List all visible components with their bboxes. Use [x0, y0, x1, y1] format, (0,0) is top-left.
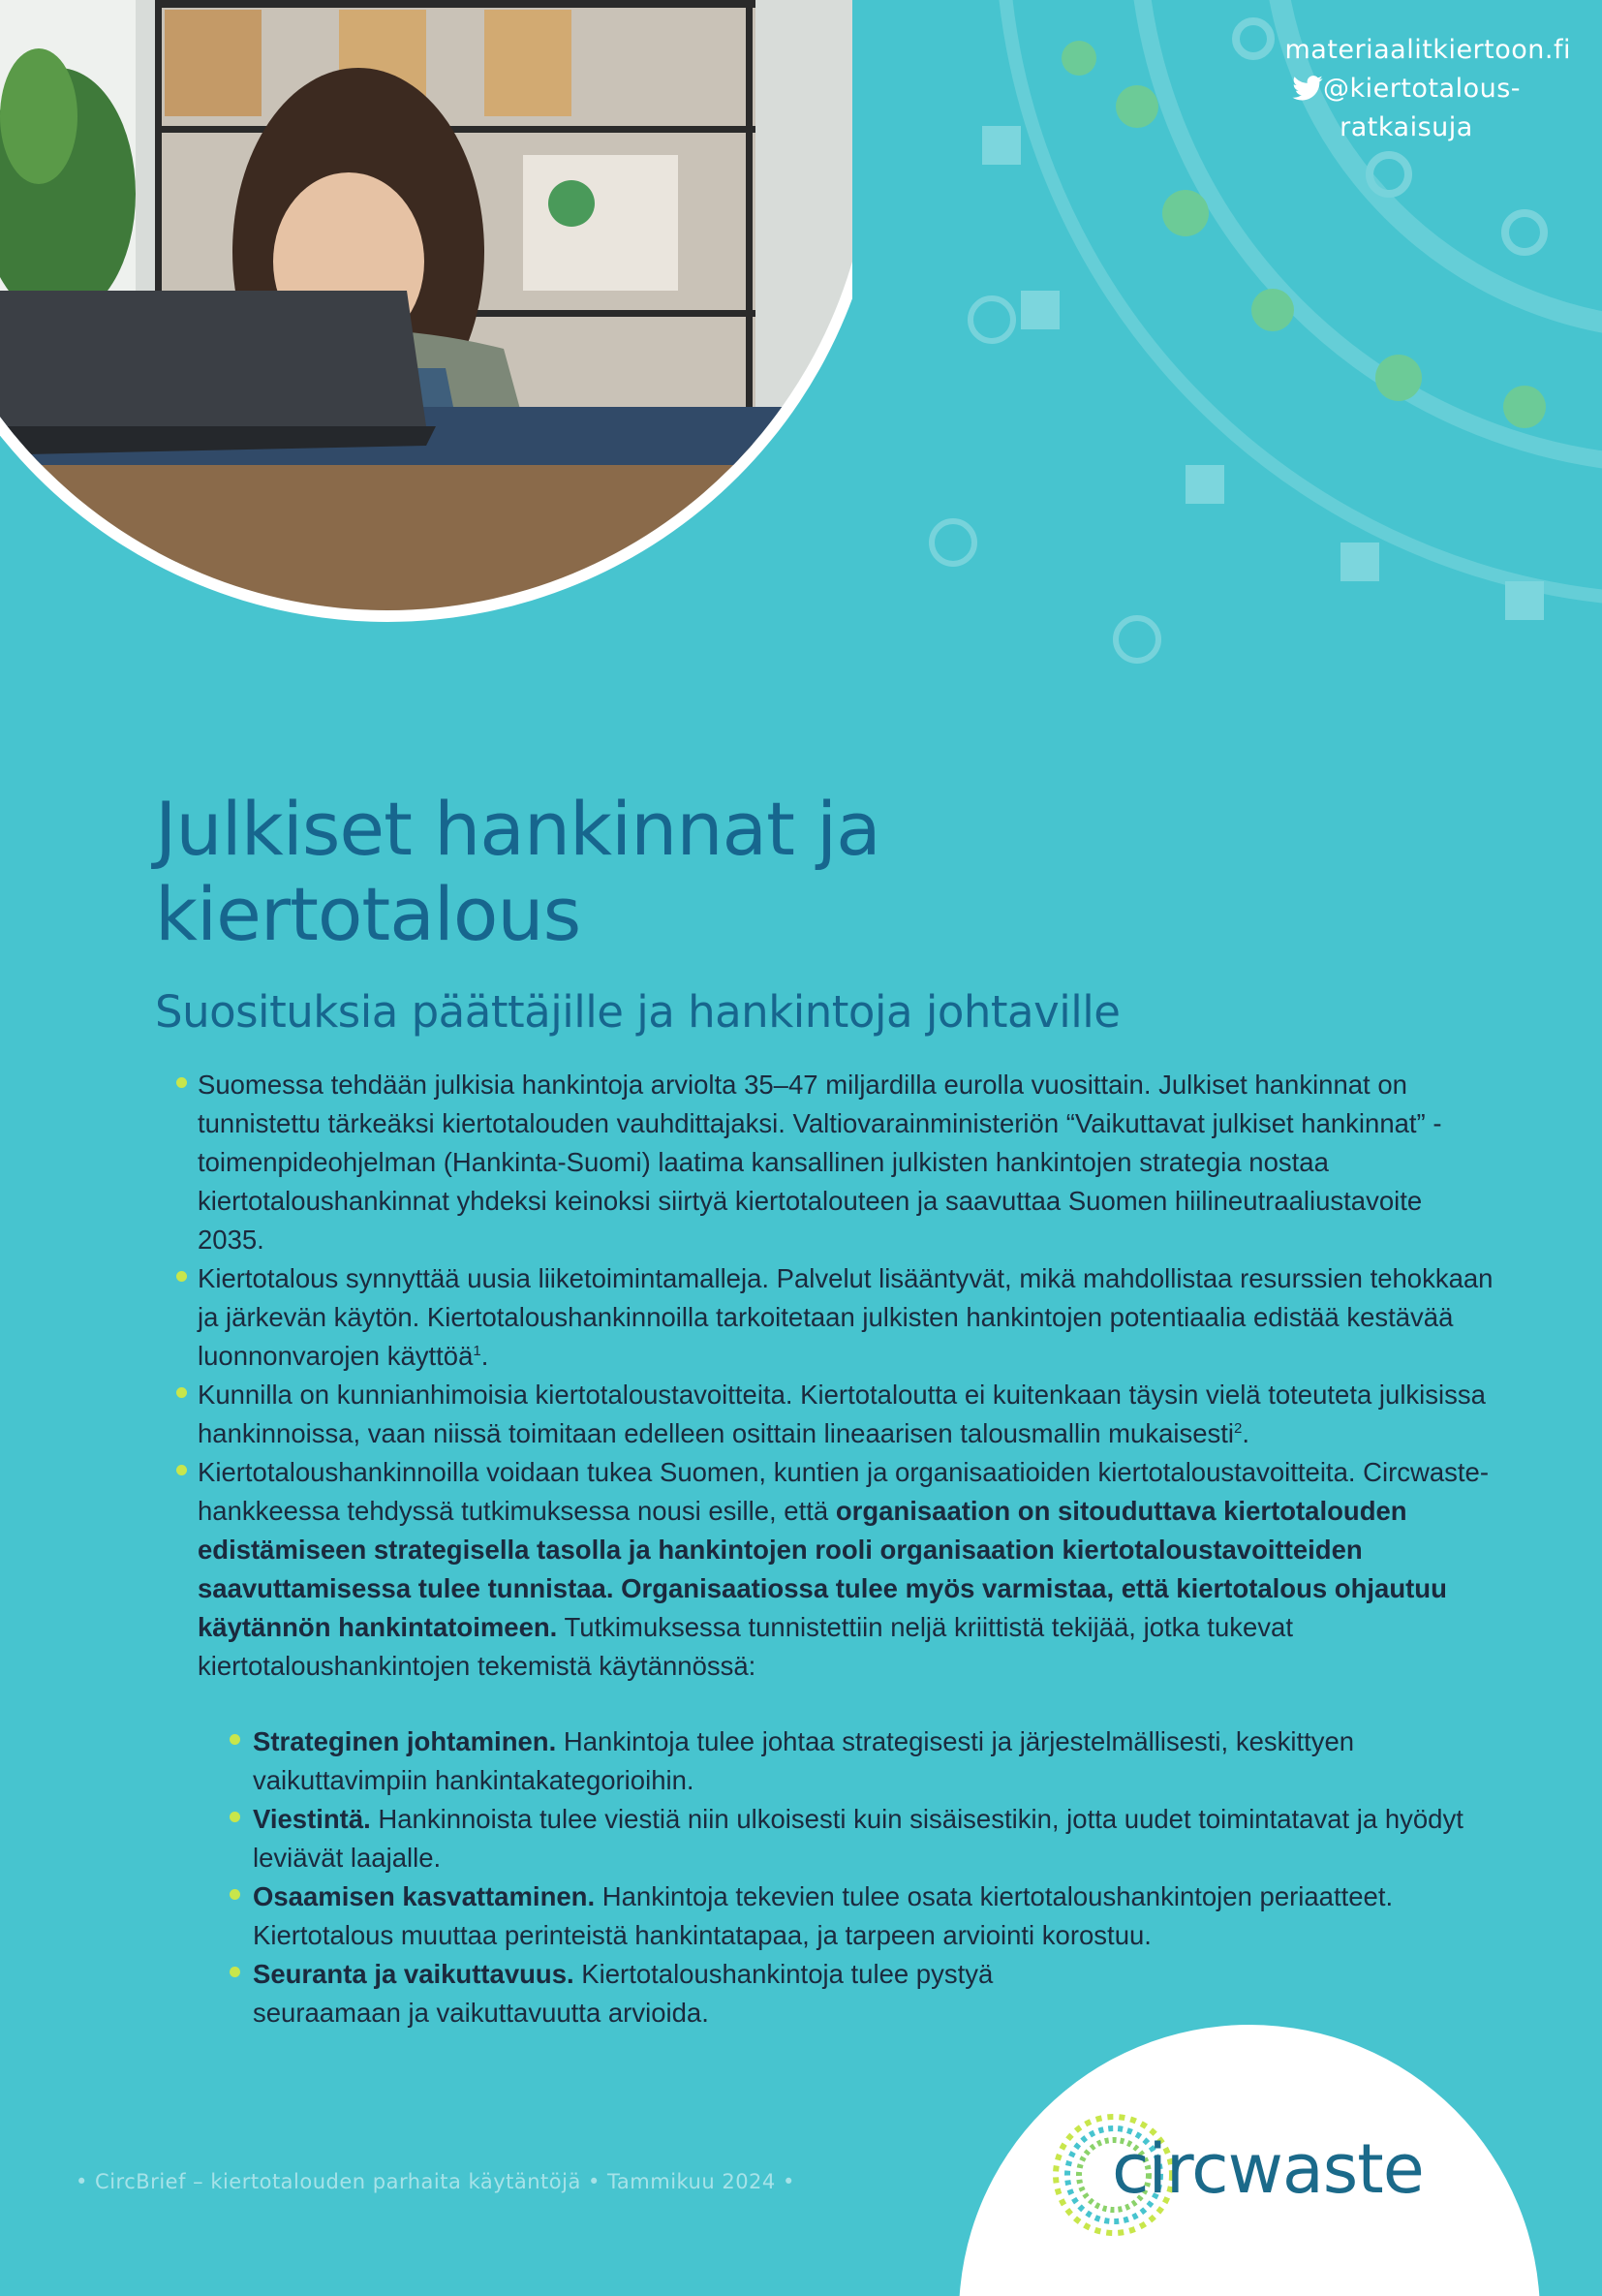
- footer: • CircBrief – kiertotalouden parhaita käytäntöjä • Tammikuu 2024 •: [76, 2170, 795, 2193]
- factor-list: [230, 1722, 1494, 2032]
- header-photo: [0, 0, 852, 756]
- twitter-handle-line1: @kiertotalous-: [1322, 74, 1522, 104]
- bullet-4-end: Tutkimuksessa tunnistettiin neljä kriittistä tekijää, jotka tukevat kiertotaloushankintojen tekemistä käytännössä:: [198, 1612, 1293, 1681]
- circwaste-logo: circwaste: [1112, 2129, 1424, 2209]
- bullet-2-end: .: [480, 1341, 489, 1371]
- bullet-item: [176, 1453, 1494, 1686]
- factor-text: Hankinnoista tulee viestiä niin ulkoisesti kuin sisäisestikin, jotta uudet toimintatavat ja hyödyt leviävät laajalle.: [253, 1804, 1463, 1873]
- factor-item: [230, 1722, 1494, 1800]
- factor-text: Hankintoja tekevien tulee osata kiertotaloushankintojen periaatteet. Kiertotalous muuttaa perinteistä hankintatapaa, ja tarpeen arviointi korostuu.: [253, 1881, 1394, 1950]
- bullet-list: [176, 1066, 1494, 1686]
- footnote-ref-1: 1: [473, 1342, 481, 1359]
- bullet-4-text: Kiertotaloushankinnoilla voidaan tukea Suomen, kuntien ja organisaatioiden kiertotaloustavoitteita. Circwaste-hankkeessa tehdyssä tutkimuksessa nousi esille, että: [198, 1457, 1490, 1526]
- bullet-item: [176, 1066, 1494, 1259]
- title-line-2: kiertotalous: [155, 871, 581, 957]
- page-subtitle: Suosituksia päättäjille ja hankintoja johtaville: [155, 986, 1121, 1038]
- bullet-3-text: Kunnilla on kunnianhimoisia kiertotaloustavoitteita. Kiertotaloutta ei kuitenkaan täysin vielä toteuteta julkisissa hankinnoissa, vaan niissä toimitaan edelleen osittain lineaarisen talousmallin mukaisesti: [198, 1380, 1486, 1448]
- factor-title: Viestintä.: [253, 1804, 371, 1834]
- bullet-1-text: Suomessa tehdään julkisia hankintoja arviolta 35–47 miljardilla eurolla vuosittain. Julkiset hankinnat on tunnistettu tärkeäksi kiertotalouden vauhdittajaksi. Valtiovarainministeriön “Vaikuttavat julkiset hankinnat” -toimenpideohjelman (Hankinta-Suomi) laatima kansallinen julkisten hankintojen strategia nostaa kiertotaloushankinnat yhdeksi keinoksi siirtyä kiertotalouteen ja saavuttaa Suomen hiilineutraaliustavoite 2035.: [198, 1070, 1442, 1255]
- bullet-2-text: Kiertotalous synnyttää uusia liiketoimintamalleja. Palvelut lisääntyvät, mikä mahdollistaa resurssien tehokkaan ja järkevän käytön. Kiertotaloushankinnoilla tarkoitetaan julkisten hankintojen potentiaalia edistää kestävää luonnonvarojen käyttöä: [198, 1263, 1494, 1371]
- factor-title: Seuranta ja vaikuttavuus.: [253, 1959, 574, 1989]
- bullet-item: [176, 1376, 1494, 1453]
- footnote-ref-2: 2: [1234, 1419, 1243, 1437]
- page-title: [155, 787, 880, 957]
- factor-text: Hankintoja tulee johtaa strategisesti ja järjestelmällisesti, keskittyen vaikuttavimpiin hankintakategorioihin.: [253, 1726, 1355, 1795]
- bullet-3-end: .: [1242, 1418, 1250, 1448]
- bullet-4-emphasis: organisaation on sitouduttava kiertotalouden edistämiseen strategisella tasolla ja hankintojen rooli organisaation kiertotaloustavoitteiden saavuttamisessa tulee tunnistaa. Organisaatiossa tulee myös varmistaa, että kiertotalous ohjautuu käytännön hankintatoimeen.: [198, 1496, 1447, 1642]
- factor-title: Strateginen johtaminen.: [253, 1726, 557, 1756]
- bullet-item: [176, 1259, 1494, 1376]
- body-text: [176, 1066, 1494, 2032]
- twitter-icon: [1292, 76, 1323, 101]
- factor-item: [230, 1800, 1494, 1877]
- factor-title: Osaamisen kasvattaminen.: [253, 1881, 596, 1911]
- website-link[interactable]: materiaalitkiertoon.fi: [1284, 35, 1571, 65]
- twitter-handle[interactable]: [1242, 70, 1571, 109]
- recycle-icon: [932, 298, 1158, 661]
- factor-item: [230, 1877, 1494, 1955]
- contact-info: [1242, 31, 1571, 147]
- twitter-handle-line2: ratkaisuja: [1340, 112, 1473, 142]
- factor-text: Kiertotaloushankintoja tulee pystyä seuraamaan ja vaikuttavuutta arvioida.: [253, 1959, 994, 2028]
- title-line-1: Julkiset hankinnat ja: [155, 786, 880, 872]
